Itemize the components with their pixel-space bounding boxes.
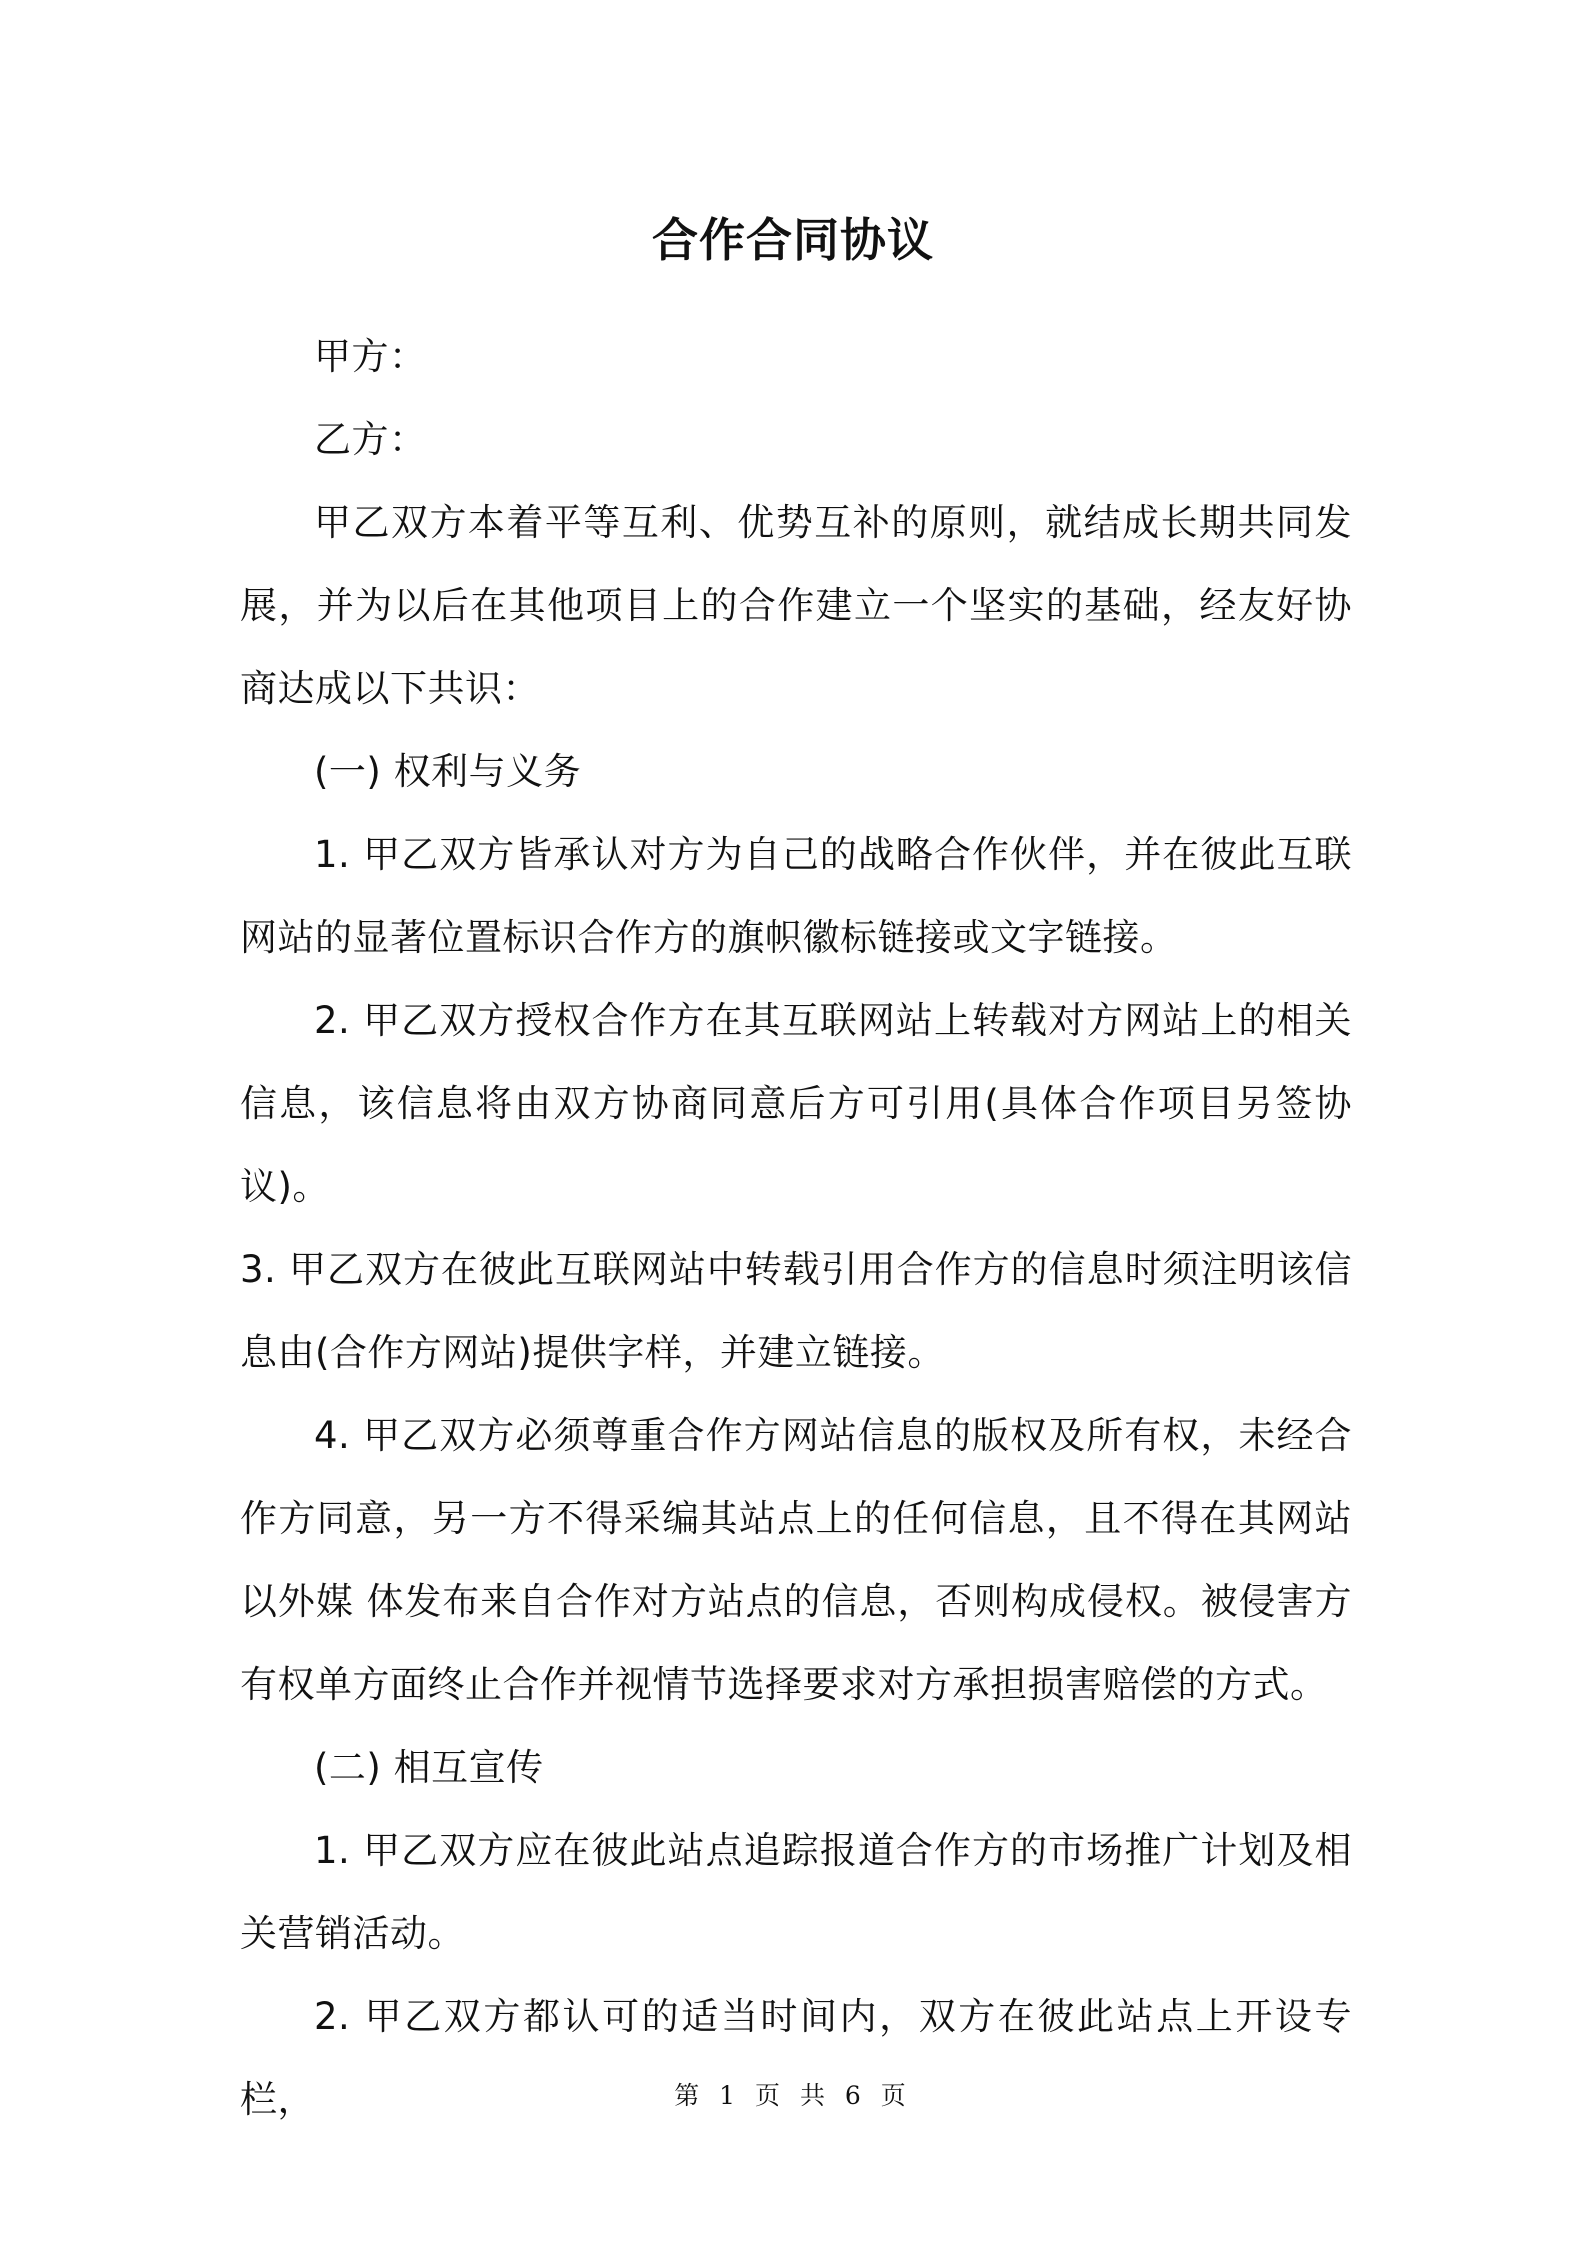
- page-number-footer: 第 1 页 共 6 页: [674, 2081, 912, 2110]
- clause-1-1: 1. 甲乙双方皆承认对方为自己的战略合作伙伴，并在彼此互联网站的显著位置标识合作方的旗帜徽标链接或文字链接。: [240, 833, 1352, 959]
- clause-1-4: 4. 甲乙双方必须尊重合作方网站信息的版权及所有权，未经合作方同意，另一方不得采编其站点上的任何信息，且不得在其网站以外媒 体发布来自合作对方站点的信息，否则构成侵权。被侵害方有权单方面终止合作并视情节选择要求对方承担损害赔偿的方式。: [240, 1414, 1352, 1706]
- clause-1-3: 3. 甲乙双方在彼此互联网站中转载引用合作方的信息时须注明该信息由(合作方网站)提供字样，并建立链接。: [240, 1248, 1352, 1374]
- document-body: [240, 315, 1352, 2141]
- preamble-paragraph: 甲乙双方本着平等互利、优势互补的原则，就结成长期共同发展，并为以后在其他项目上的合作建立一个坚实的基础，经友好协商达成以下共识：: [240, 501, 1352, 710]
- clause-2-2: 2. 甲乙双方都认可的适当时间内，双方在彼此站点上开设专栏，: [240, 1995, 1352, 2121]
- section-heading-promotion: (二) 相互宣传: [314, 1746, 544, 1789]
- party-b-line: 乙方：: [314, 418, 427, 461]
- clause-2-1: 1. 甲乙双方应在彼此站点追踪报道合作方的市场推广计划及相关营销活动。: [240, 1829, 1352, 1955]
- party-a-line: 甲方：: [314, 335, 427, 378]
- section-heading-rights: (一) 权利与义务: [314, 750, 582, 793]
- document-title: 合作合同协议: [652, 213, 934, 267]
- clause-1-2: 2. 甲乙双方授权合作方在其互联网站上转载对方网站上的相关信息，该信息将由双方协商同意后方可引用(具体合作项目另签协议)。: [240, 999, 1352, 1208]
